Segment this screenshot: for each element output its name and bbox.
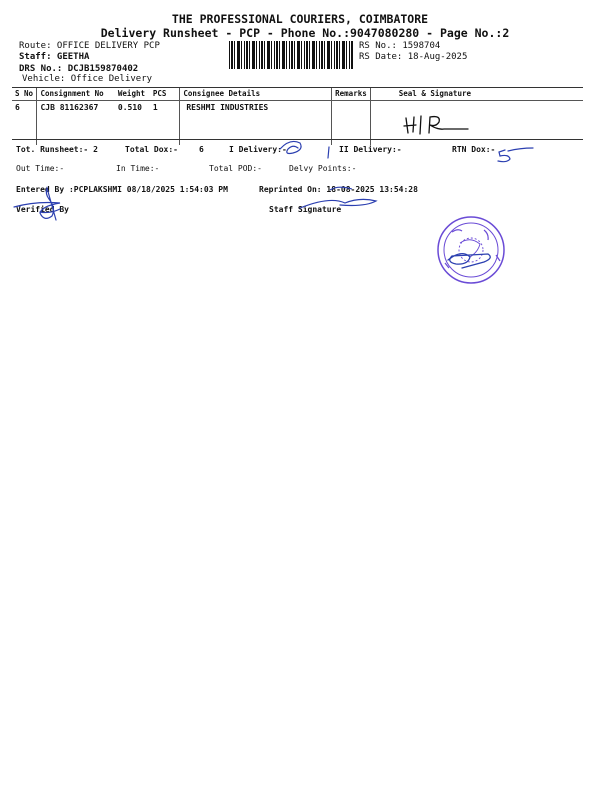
verified-by: Verified By [16, 205, 69, 214]
runsheet-subtitle: Delivery Runsheet - PCP - Phone No.:9047080280 - Page No.:2 [100, 26, 510, 40]
cell-weight: 0.510 [117, 103, 142, 112]
rs-date: RS Date: 18-Aug-2025 [359, 52, 468, 62]
header-seal-signature: Seal & Signature [370, 87, 583, 101]
header-s-no: S No [12, 87, 37, 101]
cell-s-no: 6 [15, 103, 20, 112]
staff-label: Staff: GEETHA [19, 52, 90, 62]
table-top-rule [12, 87, 583, 88]
rs-number: RS No.: 1598704 [359, 41, 441, 51]
header-remarks: Remarks [332, 87, 371, 101]
stamp-signature [448, 254, 490, 268]
company-title: THE PROFESSIONAL COURIERS, COIMBATORE [171, 12, 429, 26]
drs-number: DRS No.: DCJB159870402 [19, 64, 139, 74]
total-dox-value: 6 [199, 145, 204, 154]
entered-by: Entered By :PCPLAKSHMI 08/18/2025 1:54:03 PM [16, 185, 228, 194]
reprinted-on: Reprinted On: 18-08-2025 13:54:28 [259, 185, 418, 194]
in-time: In Time:- [116, 164, 160, 173]
cell-pcs: 1 [152, 103, 158, 112]
i-delivery: I Delivery:- [229, 145, 287, 154]
round-stamp-icon [438, 217, 504, 283]
barcode-image [229, 41, 353, 69]
out-time: Out Time:- [16, 164, 65, 173]
rtn-dox-scribble [498, 148, 533, 162]
header-consignee-details: Consignee Details [180, 87, 332, 101]
cell-consignment-no: CJB 81162367 [37, 101, 115, 146]
cell-consignee: RESHMI INDUSTRIES [180, 101, 332, 146]
vehicle-label: Vehicle: Office Delivery [22, 74, 153, 84]
ii-delivery: II Delivery:- [339, 145, 402, 154]
header-pcs: PCS [150, 87, 180, 101]
route-label: Route: OFFICE DELIVERY PCP [19, 41, 160, 51]
header-weight: Weight [115, 87, 150, 101]
total-dox-label: Total Dox:- [125, 145, 178, 154]
table-header-row [12, 87, 583, 101]
staff-signature-label: Staff Signature [269, 205, 342, 214]
total-pod: Total POD:- [209, 164, 262, 173]
delvy-points: Delvy Points:- [289, 164, 357, 173]
header-consignment-no: Consignment No [37, 87, 115, 101]
tot-runsheet: Tot. Runsheet:- 2 [16, 145, 98, 154]
table-bottom-rule [12, 139, 583, 140]
rtn-dox: RTN Dox:- [452, 145, 496, 154]
consignment-table [12, 87, 583, 145]
